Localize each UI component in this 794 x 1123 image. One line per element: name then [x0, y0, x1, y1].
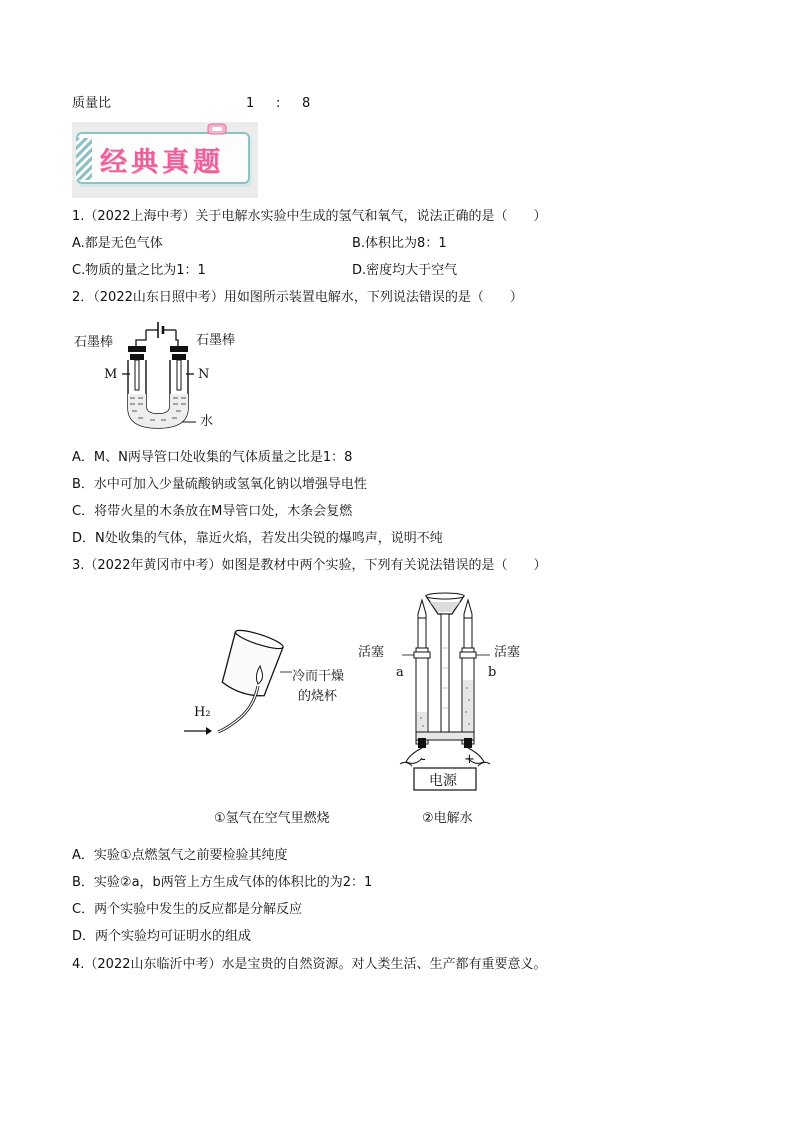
q3-fig2-valve-left-label: 活塞	[358, 645, 385, 660]
q2-option-c: C．将带火星的木条放在M导管口处，木条会复燃	[72, 504, 353, 519]
ratio-value-b: 8	[302, 96, 311, 111]
q3-fig2-tube-b-label: b	[488, 665, 497, 680]
banner-stripe-decoration	[76, 138, 92, 180]
section-banner	[72, 122, 258, 198]
q3-option-d: D．两个实验均可证明水的组成	[72, 929, 252, 944]
q3-fig2-caption: ②电解水	[422, 811, 473, 826]
q3-fig1-caption: ①氢气在空气里燃烧	[214, 811, 330, 826]
q3-electrolysis-figure	[380, 588, 510, 798]
q2-fig-n-label: N	[198, 367, 210, 382]
q3-fig1-gas-label: H₂	[194, 705, 211, 720]
q2-option-a: A．M、N两导管口处收集的气体质量之比是1：8	[72, 450, 353, 465]
q2-option-d: D．N处收集的气体，靠近火焰，若发出尖锐的爆鸣声，说明不纯	[72, 531, 443, 546]
q2-fig-water-label: 水	[200, 414, 214, 429]
q3-option-b: B．实验②a，b两管上方生成气体的体积比的为2：1	[72, 875, 373, 890]
q3-fig2-valve-right-label: 活塞	[494, 645, 521, 660]
ratio-label: 质量比	[72, 96, 112, 111]
q3-hydrogen-burning-figure	[180, 628, 300, 748]
q4-stem: 4.（2022山东临沂中考）水是宝贵的自然资源。对人类生活、生产都有重要意义。	[72, 957, 547, 972]
banner-title: 经典真题	[100, 147, 224, 178]
q2-fig-right-label: 石墨棒	[196, 333, 236, 348]
q1-option-a: A.都是无色气体	[72, 236, 163, 251]
q3-fig1-beaker-label-2: 的烧杯	[298, 689, 338, 704]
q3-fig2-power-label: 电源	[429, 773, 457, 789]
ratio-value-a: 1	[246, 96, 255, 111]
q1-option-d: D.密度均大于空气	[352, 263, 458, 278]
q3-fig2-minus-label: -	[421, 752, 426, 767]
banner-frame	[76, 132, 250, 184]
q2-fig-left-label: 石墨棒	[74, 335, 114, 350]
paper-clip-icon	[206, 122, 228, 136]
q2-stem: 2．（2022山东日照中考）用如图所示装置电解水，下列说法错误的是（ ）	[72, 290, 523, 305]
q1-stem: 1.（2022上海中考）关于电解水实验中生成的氢气和氧气，说法正确的是（ ）	[72, 209, 547, 224]
q2-option-b: B．水中可加入少量硫酸钠或氢氧化钠以增强导电性	[72, 477, 367, 492]
q3-option-a: A．实验①点燃氢气之前要检验其纯度	[72, 848, 288, 863]
ratio-separator: :	[276, 96, 281, 111]
q3-fig2-tube-a-label: a	[396, 665, 404, 680]
q3-option-c: C．两个实验中发生的反应都是分解反应	[72, 902, 303, 917]
q1-option-b: B.体积比为8：1	[352, 236, 447, 251]
q1-option-c: C.物质的量之比为1：1	[72, 263, 206, 278]
q3-fig2-plus-label: +	[464, 752, 475, 767]
q2-fig-m-label: M	[104, 367, 118, 382]
q3-stem: 3.（2022年黄冈市中考）如图是教材中两个实验，下列有关说法错误的是（ ）	[72, 558, 547, 573]
q3-fig1-beaker-label-1: 冷而干燥	[292, 669, 345, 684]
